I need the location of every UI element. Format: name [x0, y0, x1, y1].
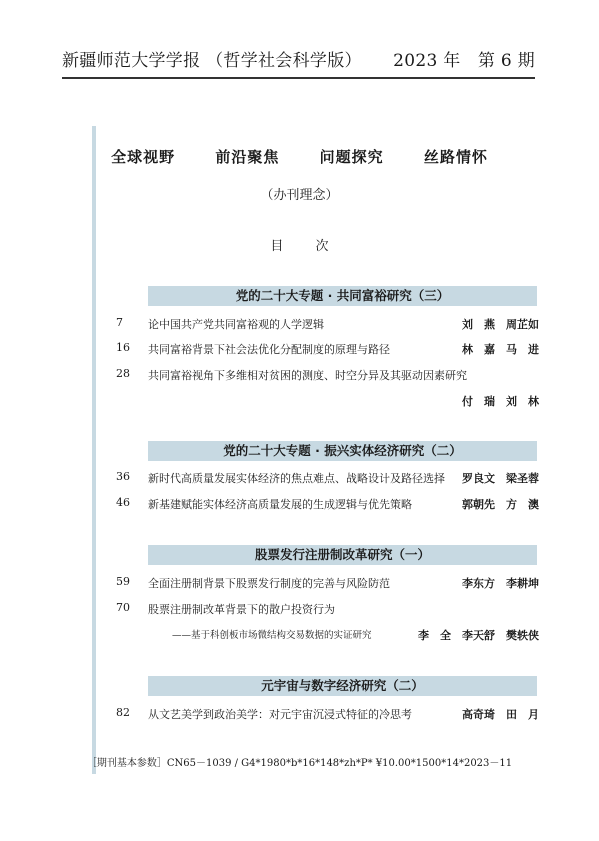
- entry-page: 46: [116, 496, 130, 509]
- toc-entry[interactable]: [116, 706, 539, 724]
- entry-page: 70: [116, 601, 130, 614]
- entry-title[interactable]: 从文艺美学到政治美学：对元宇宙沉浸式特征的冷思考: [148, 708, 412, 721]
- entry-page: 59: [116, 575, 130, 588]
- motto-phrase: 前沿聚焦: [215, 148, 280, 166]
- entry-authors: 刘 燕 周芷如: [462, 318, 539, 331]
- entry-page: 7: [116, 316, 123, 329]
- entry-title[interactable]: 股票注册制改革背景下的散户投资行为: [148, 603, 335, 616]
- entry-title[interactable]: 共同富裕背景下社会法优化分配制度的原理与路径: [148, 343, 390, 356]
- motto-phrase: 丝路情怀: [423, 148, 488, 166]
- issue-number: 2023 年 第 6 期: [393, 51, 535, 71]
- section-heading: 元宇宙与数字经济研究（二）: [148, 676, 537, 696]
- section-heading: 股票发行注册制改革研究（一）: [148, 545, 537, 565]
- entry-authors: 郭朝先 方 澳: [462, 498, 539, 511]
- entry-page: 16: [116, 341, 130, 354]
- section-heading: 党的二十大专题 · 振兴实体经济研究（二）: [148, 441, 537, 461]
- toc-entry[interactable]: [116, 341, 539, 359]
- toc-entry[interactable]: [116, 470, 539, 488]
- entry-authors: 李 全 李天舒 樊轶侠: [418, 629, 539, 642]
- entry-authors: 付 瑞 刘 林: [462, 395, 539, 408]
- header-rule: [62, 77, 535, 79]
- toc-entry-subtitle-line: [116, 627, 539, 645]
- toc-entry-authors-line: [116, 393, 539, 411]
- entry-title[interactable]: 新时代高质量发展实体经济的焦点难点、战略设计及路径选择: [148, 472, 445, 485]
- toc-title: 目 次: [270, 239, 343, 254]
- entry-subtitle: ——基于科创板市场微结构交易数据的实证研究: [172, 630, 372, 641]
- journal-parameters: ［期刊基本参数］CN65－1039 / G4*1980*b*16*148*zh*P* ¥10.00*1500*14*2023－11: [86, 758, 513, 769]
- journal-name: 新疆师范大学学报 （哲学社会科学版）: [62, 51, 362, 71]
- entry-page: 36: [116, 470, 130, 483]
- entry-authors: 罗良文 梁圣蓉: [462, 472, 539, 485]
- entry-title[interactable]: 共同富裕视角下多维相对贫困的测度、时空分异及其驱动因素研究: [148, 369, 467, 382]
- entry-title[interactable]: 论中国共产党共同富裕观的人学逻辑: [148, 318, 324, 331]
- motto-caption: （办刊理念）: [260, 188, 339, 203]
- motto-phrase: 问题探究: [319, 148, 384, 166]
- entry-page: 82: [116, 706, 130, 719]
- toc-entry[interactable]: [116, 496, 539, 514]
- toc-entry[interactable]: [116, 601, 539, 619]
- motto-phrase: 全球视野: [111, 148, 176, 166]
- entry-page: 28: [116, 367, 130, 380]
- decorative-side-bar: [92, 126, 96, 774]
- entry-authors: 高奇琦 田 月: [462, 708, 539, 721]
- entry-authors: 李东方 李耕坤: [462, 577, 539, 590]
- motto: [0, 146, 599, 167]
- section-heading: 党的二十大专题 · 共同富裕研究（三）: [148, 286, 537, 306]
- toc-entry[interactable]: [116, 316, 539, 334]
- entry-title[interactable]: 全面注册制背景下股票发行制度的完善与风险防范: [148, 577, 390, 590]
- toc-entry[interactable]: [116, 367, 539, 385]
- entry-title[interactable]: 新基建赋能实体经济高质量发展的生成逻辑与优先策略: [148, 498, 412, 511]
- toc-entry[interactable]: [116, 575, 539, 593]
- entry-authors: 林 嘉 马 进: [462, 343, 539, 356]
